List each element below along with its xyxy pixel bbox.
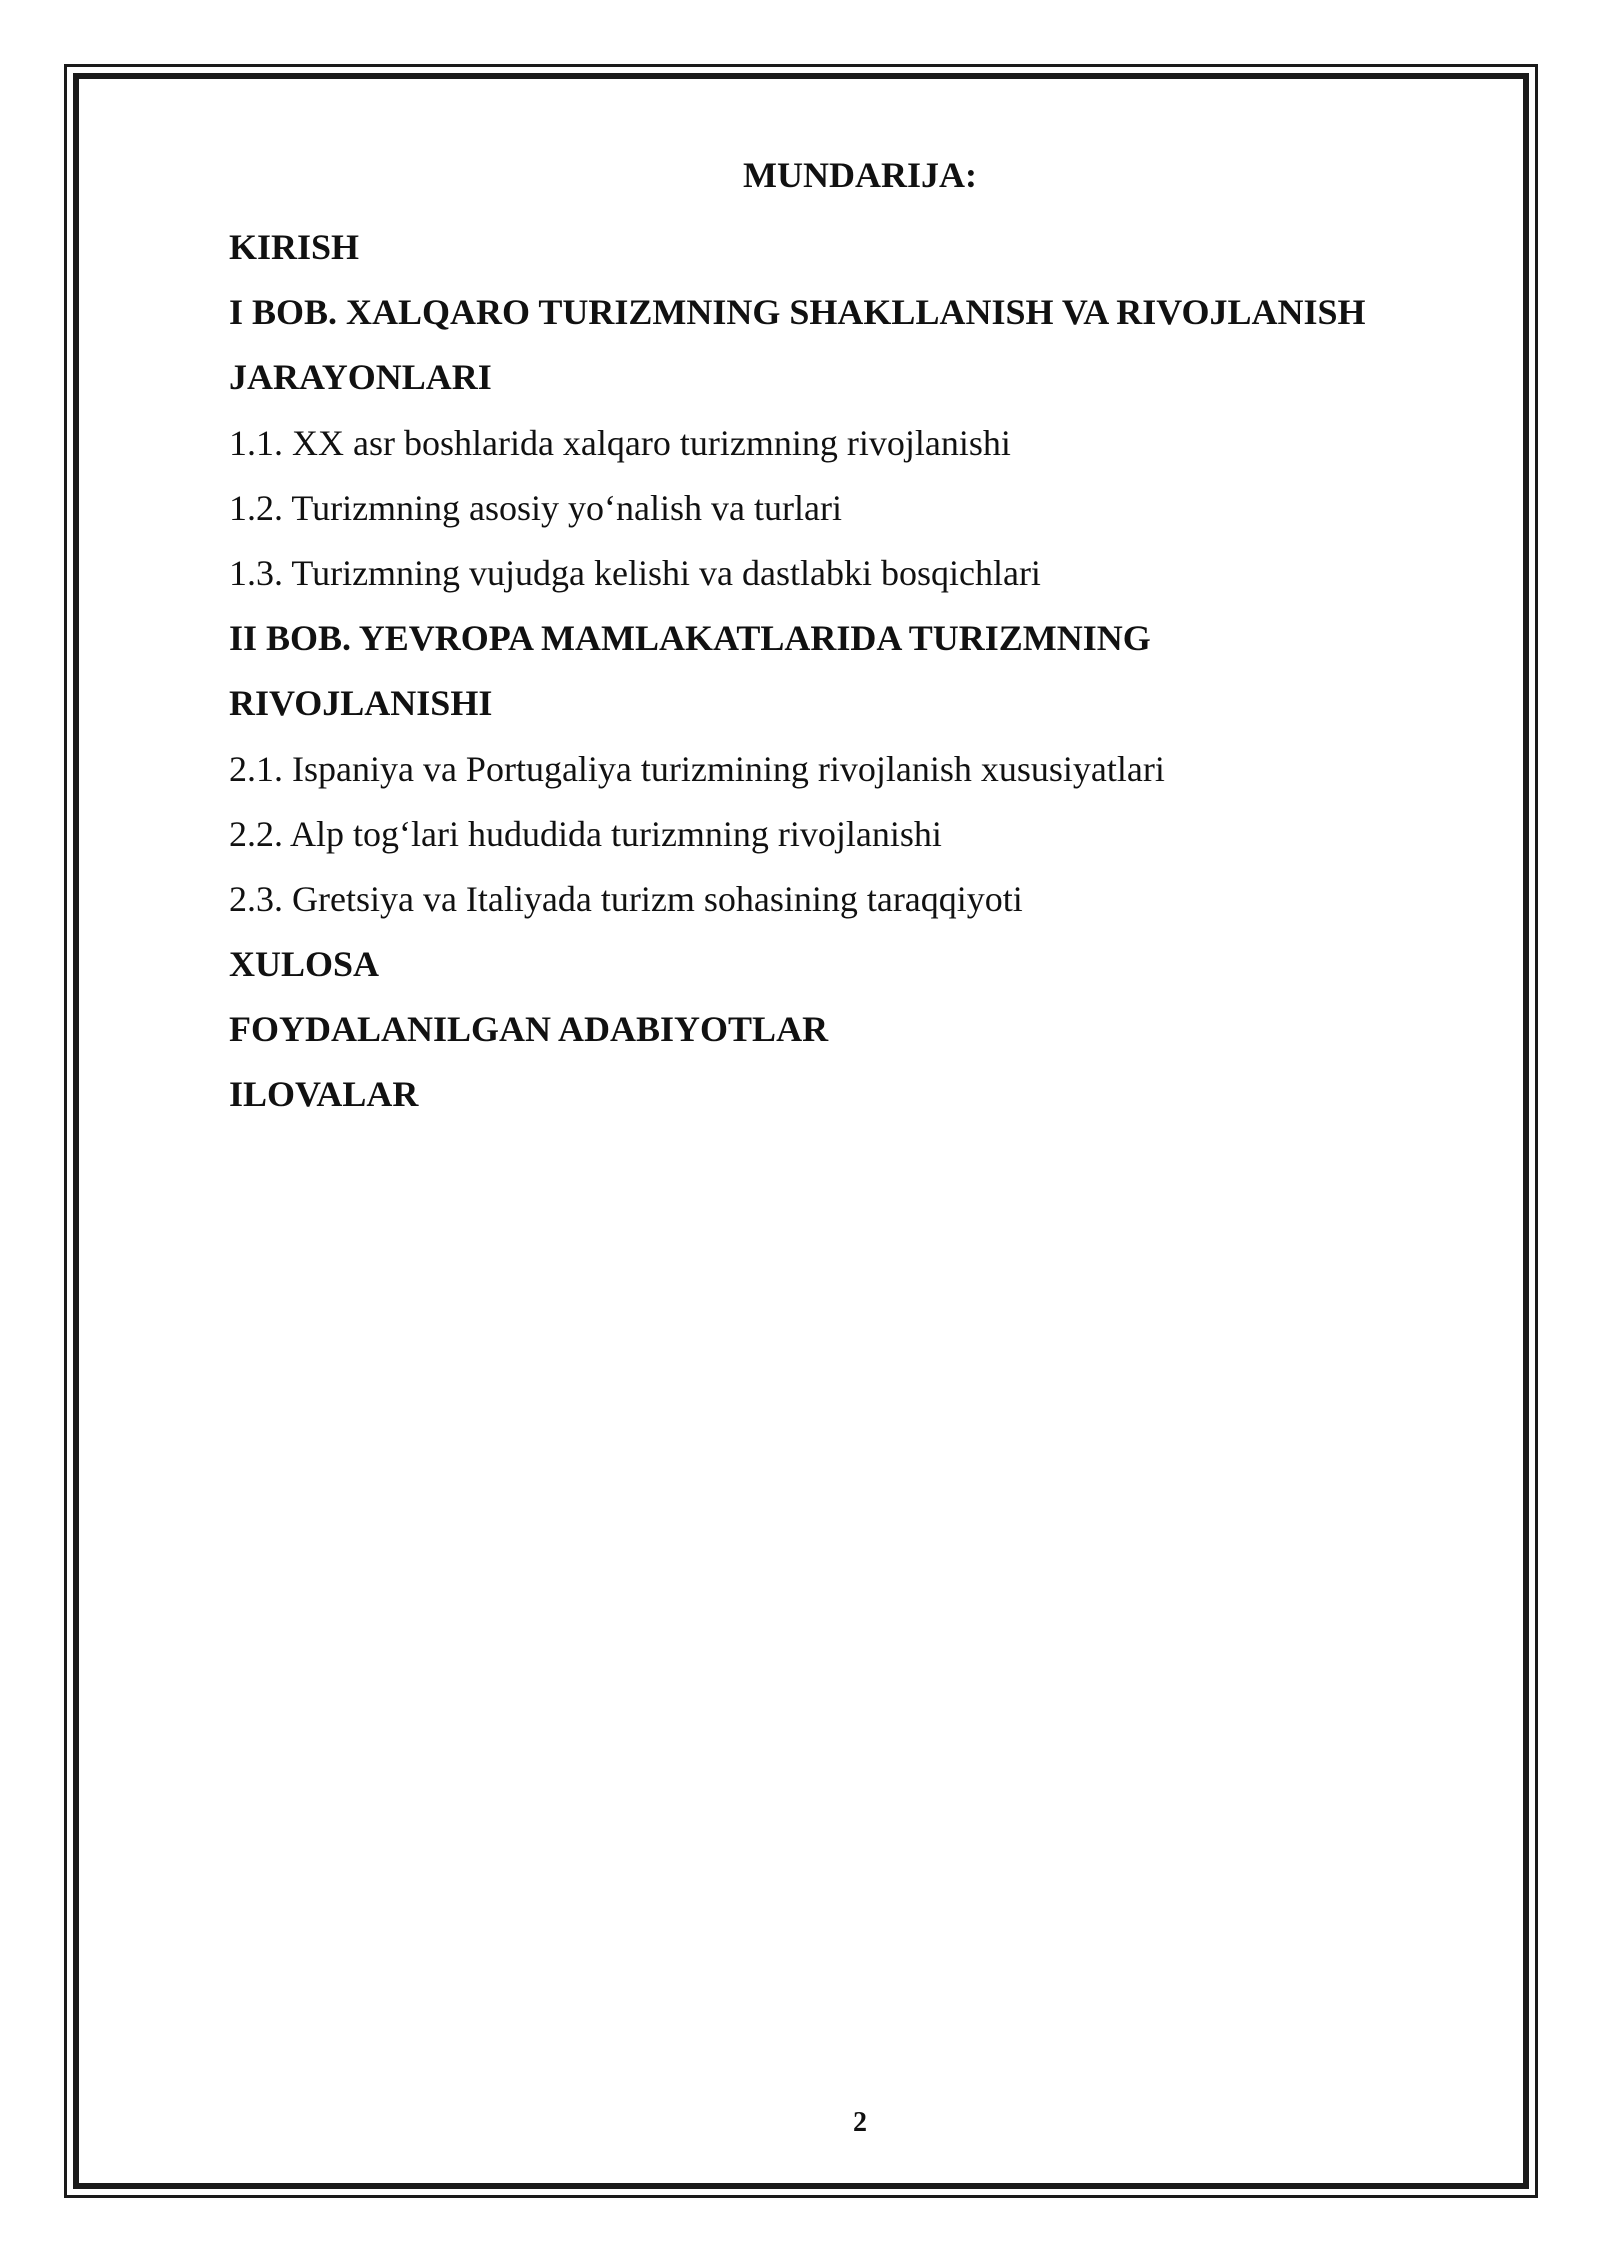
toc-entry-1-1: 1.1. XX asr boshlarida xalqaro turizmning rivojlanishi	[229, 422, 1011, 463]
toc-entry-2-3: 2.3. Gretsiya va Italiyada turizm sohasining taraqqiyoti	[229, 878, 1023, 919]
toc-entry-chapter-2-cont: RIVOJLANISHI	[229, 683, 493, 724]
toc-entry-chapter-1: I BOB. XALQARO TURIZMNING SHAKLLANISH VA RIVOJLANISH	[229, 292, 1366, 333]
toc-entry-chapter-2: II BOB. YEVROPA MAMLAKATLARIDA TURIZMNING	[229, 618, 1151, 659]
table-of-contents	[229, 215, 1469, 1128]
toc-entry-chapter-1-cont: JARAYONLARI	[229, 357, 492, 398]
toc-entry-adabiyotlar: FOYDALANILGAN ADABIYOTLAR	[229, 1009, 829, 1050]
toc-title: MUNDARIJA:	[743, 155, 977, 195]
toc-entry-ilovalar: ILOVALAR	[229, 1074, 419, 1115]
toc-entry-kirish: KIRISH	[229, 227, 360, 267]
toc-entry-1-2: 1.2. Turizmning asosiy yo‘nalish va turlari	[229, 487, 842, 528]
page-number: 2	[853, 2107, 867, 2138]
toc-entry-2-1: 2.1. Ispaniya va Portugaliya turizmining rivojlanish xususiyatlari	[229, 748, 1165, 789]
toc-entry-1-3: 1.3. Turizmning vujudga kelishi va dastlabki bosqichlari	[229, 552, 1041, 593]
toc-entry-2-2: 2.2. Alp tog‘lari hududida turizmning rivojlanishi	[229, 813, 942, 854]
toc-entry-xulosa: XULOSA	[229, 944, 380, 985]
